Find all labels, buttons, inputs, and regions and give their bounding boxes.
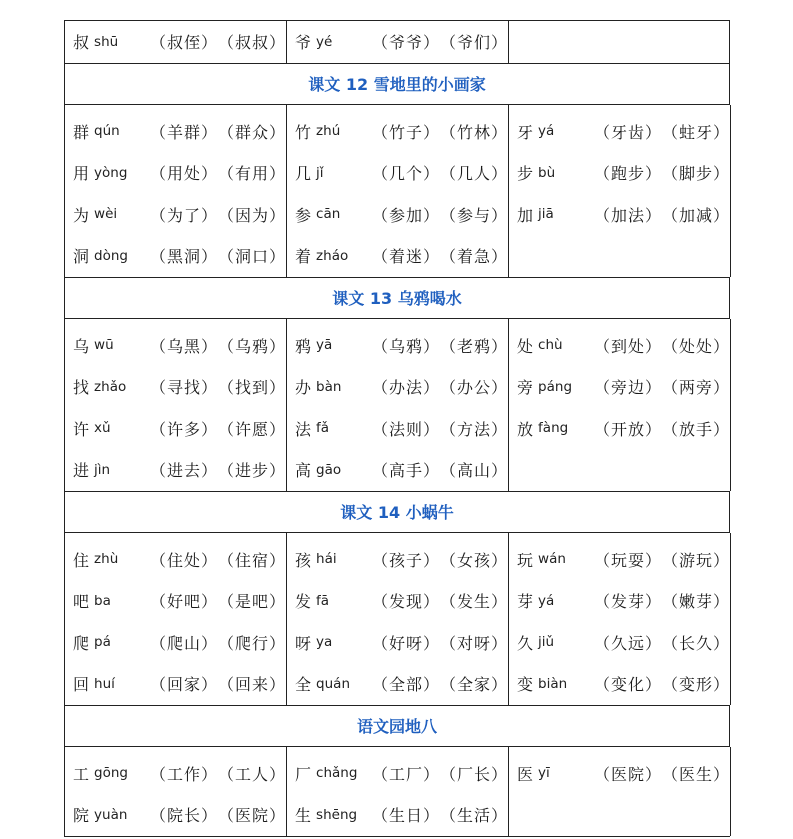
character-entry [65, 449, 286, 491]
character-entry [65, 663, 286, 705]
example-word: （许多） [149, 419, 218, 439]
character-entry [65, 235, 286, 277]
example-word: （是吧） [217, 592, 286, 612]
example-word: （高山） [439, 461, 508, 481]
pinyin: chù [538, 337, 563, 354]
lesson-heading: 语文园地八 [65, 706, 730, 747]
example-word: （住宿） [217, 550, 286, 570]
example-word: （参加） [371, 205, 440, 225]
character-entry [287, 235, 508, 277]
pinyin: yòng [94, 164, 128, 181]
example-word: （竹林） [439, 122, 508, 142]
example-word: （加减） [661, 205, 730, 225]
entry-column [287, 533, 509, 705]
example-word: （因为） [217, 205, 286, 225]
example-word: （医院） [593, 764, 662, 784]
entry-column [509, 21, 730, 63]
example-word: （寻找） [149, 378, 218, 398]
example-word: （回家） [149, 675, 218, 695]
character-entry [509, 408, 730, 450]
character: 加 [517, 205, 534, 225]
example-word: （发生） [439, 592, 508, 612]
pinyin: ya [316, 634, 333, 651]
pinyin: jìn [94, 461, 111, 478]
example-word: （工人） [217, 764, 286, 784]
example-word: （爷们） [439, 33, 508, 53]
example-word: （办公） [439, 378, 508, 398]
lesson-heading: 课文 12 雪地里的小画家 [65, 64, 730, 105]
pinyin: yuàn [94, 806, 128, 823]
pinyin: yī [538, 765, 550, 782]
example-word: （游玩） [661, 550, 730, 570]
character-entry [65, 408, 286, 450]
character: 步 [517, 164, 534, 184]
example-word: （着急） [439, 247, 508, 267]
example-word: （生日） [371, 806, 440, 826]
character: 爷 [295, 33, 312, 53]
character: 参 [295, 205, 312, 225]
character-entry [65, 539, 286, 581]
character-entry [509, 753, 730, 795]
example-word: （老鸦） [439, 336, 508, 356]
pinyin: chǎng [316, 765, 358, 782]
vocabulary-table [64, 20, 730, 837]
pinyin: shū [94, 33, 119, 50]
example-word: （洞口） [217, 247, 286, 267]
pinyin: huí [94, 675, 115, 692]
example-word: （女孩） [439, 550, 508, 570]
character-entry [509, 622, 730, 664]
character-entry [287, 325, 508, 367]
character-entry [509, 152, 730, 194]
character-entry [65, 753, 286, 795]
character: 吧 [73, 592, 90, 612]
lesson-heading: 课文 13 乌鸦喝水 [65, 278, 730, 319]
character: 几 [295, 164, 312, 184]
example-word: （进步） [217, 461, 286, 481]
example-word: （医生） [661, 764, 730, 784]
character: 鸦 [295, 336, 312, 356]
example-word: （羊群） [149, 122, 218, 142]
character: 牙 [517, 122, 534, 142]
character: 医 [517, 764, 534, 784]
pinyin: xǔ [94, 420, 111, 437]
character: 生 [295, 806, 312, 826]
character: 乌 [73, 336, 90, 356]
example-word: （高手） [371, 461, 440, 481]
pinyin: pá [94, 634, 111, 651]
entry-column [65, 105, 287, 277]
character: 院 [73, 806, 90, 826]
example-word: （叔叔） [217, 33, 286, 53]
example-word: （方法） [439, 419, 508, 439]
example-word: （住处） [149, 550, 218, 570]
entry-row [65, 533, 730, 706]
example-word: （着迷） [371, 247, 440, 267]
pinyin: fǎ [316, 420, 330, 437]
character: 为 [73, 205, 90, 225]
character: 孩 [295, 550, 312, 570]
example-word: （久远） [593, 633, 662, 653]
character-entry [509, 366, 730, 408]
entry-column [65, 747, 287, 836]
example-word: （长久） [661, 633, 730, 653]
example-word: （叔侄） [149, 33, 218, 53]
character: 群 [73, 122, 90, 142]
example-word: （两旁） [661, 378, 730, 398]
example-word: （用处） [149, 164, 218, 184]
example-word: （黑洞） [149, 247, 218, 267]
example-word: （工作） [149, 764, 218, 784]
character-entry [287, 794, 508, 836]
example-word: （乌黑） [149, 336, 218, 356]
example-word: （几个） [371, 164, 440, 184]
character: 进 [73, 461, 90, 481]
example-word: （蛀牙） [661, 122, 730, 142]
example-word: （法则） [371, 419, 440, 439]
entry-column [509, 747, 731, 836]
pinyin: shēng [316, 806, 358, 823]
entry-column [65, 533, 287, 705]
pinyin: páng [538, 378, 573, 395]
character: 爬 [73, 633, 90, 653]
character-entry [65, 580, 286, 622]
pinyin: zhǎo [94, 378, 127, 395]
entry-column [509, 319, 731, 491]
example-word: （对呀） [439, 633, 508, 653]
example-word: （加法） [593, 205, 662, 225]
character-entry [287, 152, 508, 194]
character-entry [509, 194, 730, 236]
pinyin: hái [316, 551, 337, 568]
entry-column [509, 533, 731, 705]
entry-column [65, 319, 287, 491]
example-word: （好吧） [149, 592, 218, 612]
pinyin: qún [94, 123, 120, 140]
pinyin: jiǔ [538, 634, 555, 651]
example-word: （厂长） [439, 764, 508, 784]
pinyin: dòng [94, 247, 129, 264]
character: 全 [295, 675, 312, 695]
example-word: （许愿） [217, 419, 286, 439]
pinyin: zháo [316, 247, 349, 264]
character-entry [287, 21, 508, 63]
example-word: （嫩芽） [661, 592, 730, 612]
example-word: （办法） [371, 378, 440, 398]
entry-row [65, 105, 730, 278]
character: 芽 [517, 592, 534, 612]
character-entry [509, 325, 730, 367]
character-entry [65, 111, 286, 153]
pinyin: yā [316, 337, 333, 354]
example-word: （发芽） [593, 592, 662, 612]
example-word: （放手） [661, 419, 730, 439]
example-word: （牙齿） [593, 122, 662, 142]
example-word: （爬行） [217, 633, 286, 653]
pinyin: cān [316, 206, 341, 223]
pinyin: ba [94, 592, 111, 609]
example-word: （几人） [439, 164, 508, 184]
entry-column [287, 747, 509, 836]
pinyin: zhú [316, 123, 341, 140]
example-word: （进去） [149, 461, 218, 481]
character: 许 [73, 419, 90, 439]
character: 高 [295, 461, 312, 481]
character-entry [287, 194, 508, 236]
character: 洞 [73, 247, 90, 267]
character: 放 [517, 419, 534, 439]
character-entry [509, 539, 730, 581]
example-word: （乌鸦） [371, 336, 440, 356]
character: 处 [517, 336, 534, 356]
pinyin: bù [538, 164, 556, 181]
character-entry [509, 580, 730, 622]
example-word: （医院） [217, 806, 286, 826]
entry-column [287, 21, 509, 63]
character: 住 [73, 550, 90, 570]
entry-column [509, 105, 731, 277]
lesson-heading: 课文 14 小蜗牛 [65, 492, 730, 533]
character-entry [287, 753, 508, 795]
character: 回 [73, 675, 90, 695]
character: 工 [73, 764, 90, 784]
character-entry [287, 663, 508, 705]
example-word: （为了） [149, 205, 218, 225]
pinyin: jiā [538, 206, 554, 223]
example-word: （变化） [593, 675, 662, 695]
pinyin: wèi [94, 206, 118, 223]
character-entry [65, 622, 286, 664]
example-word: （群众） [217, 122, 286, 142]
pinyin: fàng [538, 420, 569, 437]
character-entry [65, 152, 286, 194]
character: 变 [517, 675, 534, 695]
character-entry [287, 622, 508, 664]
example-word: （院长） [149, 806, 218, 826]
example-word: （变形） [661, 675, 730, 695]
character: 玩 [517, 550, 534, 570]
example-word: （玩耍） [593, 550, 662, 570]
character: 旁 [517, 378, 534, 398]
example-word: （开放） [593, 419, 662, 439]
example-word: （找到） [217, 378, 286, 398]
example-word: （旁边） [593, 378, 662, 398]
example-word: （到处） [593, 336, 662, 356]
example-word: （生活） [439, 806, 508, 826]
pinyin: yá [538, 123, 555, 140]
character: 叔 [73, 33, 90, 53]
example-word: （回来） [217, 675, 286, 695]
character: 用 [73, 164, 90, 184]
character: 发 [295, 592, 312, 612]
character-entry [287, 111, 508, 153]
example-word: （竹子） [371, 122, 440, 142]
character-entry [287, 580, 508, 622]
example-word: （有用） [217, 164, 286, 184]
character: 竹 [295, 122, 312, 142]
entry-column [287, 105, 509, 277]
pinyin: gāo [316, 461, 342, 478]
character-entry [509, 663, 730, 705]
character-entry [65, 21, 286, 63]
pinyin: gōng [94, 765, 129, 782]
character: 久 [517, 633, 534, 653]
example-word: （发现） [371, 592, 440, 612]
example-word: （爷爷） [371, 33, 440, 53]
character: 呀 [295, 633, 312, 653]
entry-row [65, 319, 730, 492]
pinyin: fā [316, 592, 330, 609]
character-entry [65, 325, 286, 367]
pinyin: wán [538, 551, 566, 568]
example-word: （乌鸦） [217, 336, 286, 356]
character-entry [287, 408, 508, 450]
entry-row [65, 21, 730, 64]
pinyin: zhù [94, 551, 119, 568]
example-word: （爬山） [149, 633, 218, 653]
example-word: （参与） [439, 205, 508, 225]
example-word: （孩子） [371, 550, 440, 570]
pinyin: wū [94, 337, 114, 354]
character-entry [287, 449, 508, 491]
character-entry [65, 794, 286, 836]
example-word: （处处） [661, 336, 730, 356]
example-word: （全家） [439, 675, 508, 695]
character-entry [509, 111, 730, 153]
pinyin: quán [316, 675, 351, 692]
pinyin: biàn [538, 675, 568, 692]
pinyin: yé [316, 33, 333, 50]
character-entry [287, 366, 508, 408]
character-entry [65, 194, 286, 236]
pinyin: bàn [316, 378, 342, 395]
pinyin: yá [538, 592, 555, 609]
character: 找 [73, 378, 90, 398]
pinyin: jǐ [316, 164, 324, 181]
character: 着 [295, 247, 312, 267]
example-word: （全部） [371, 675, 440, 695]
entry-row [65, 747, 730, 837]
example-word: （脚步） [661, 164, 730, 184]
character-entry [65, 366, 286, 408]
character: 办 [295, 378, 312, 398]
character-entry [287, 539, 508, 581]
character: 厂 [295, 764, 312, 784]
example-word: （跑步） [593, 164, 662, 184]
entry-column [287, 319, 509, 491]
character: 法 [295, 419, 312, 439]
entry-column [65, 21, 287, 63]
example-word: （工厂） [371, 764, 440, 784]
example-word: （好呀） [371, 633, 440, 653]
